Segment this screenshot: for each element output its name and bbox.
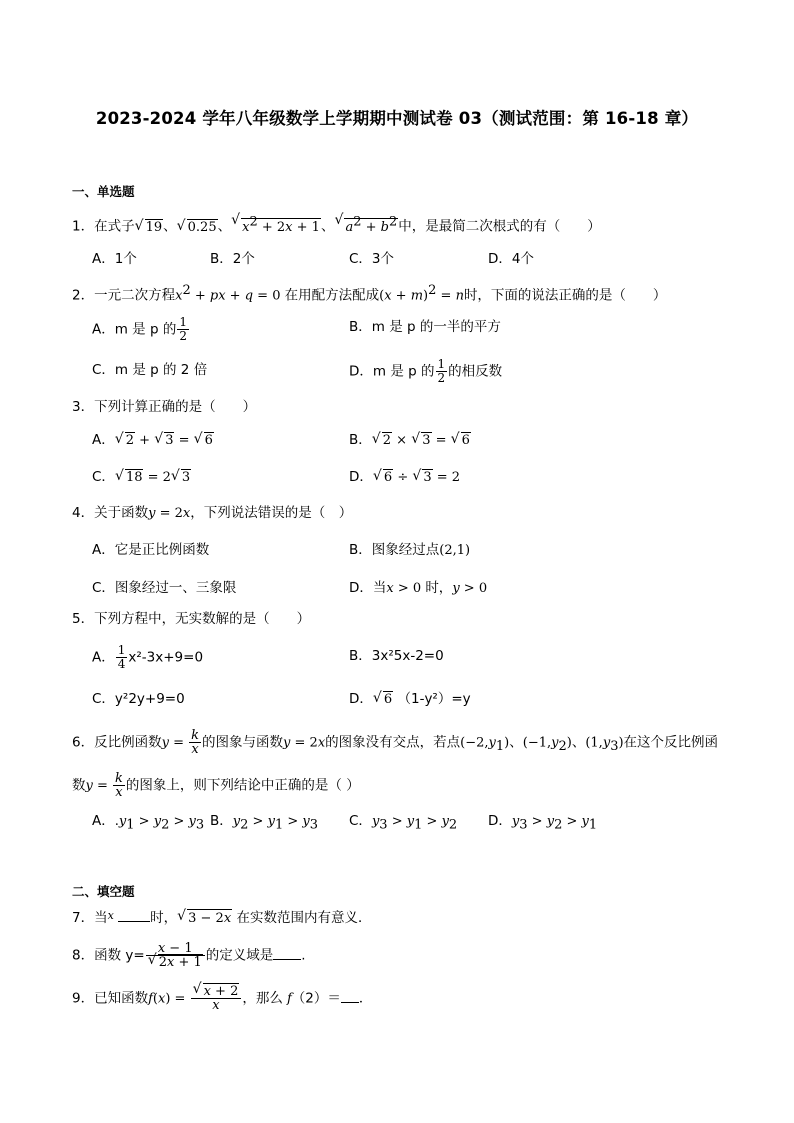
question-3: 3．下列计算正确的是（ ） bbox=[72, 399, 257, 415]
question-1: 1．在式子√ 19、√ 0.25、√ $x^2 + 2x + 1$、√ $a^2 + b^2$中，是最简二次根式的有（ ） bbox=[72, 211, 601, 239]
question-6: 6．反比例函数y = $\frac{k}{x}$ 的图象与函数y = 2x的图象没有交点，若点$(-2,y_1)$、$(-1,y_2)$、$(1,y_3)$在这个反比例函 bbox=[72, 728, 719, 757]
q3-option-c: C．√ 18 = 2√ 3 bbox=[92, 466, 191, 489]
q6-option-b: B．$y_2 > y_1 > y_3$ bbox=[210, 813, 319, 833]
q6-option-a: A．$.y_1 > y_2 > y_3$ bbox=[92, 813, 205, 833]
q6-option-c: C．$y_3 > y_1 > y_2$ bbox=[349, 813, 458, 833]
q5-option-b: B．3x²5x-2=0 bbox=[349, 648, 444, 664]
question-6-line-2: 数y = $\frac{k}{x}$ 的图象上，则下列结论中正确的是（ ） bbox=[72, 771, 360, 800]
q4-option-b: B．图象经过点(2,1) bbox=[349, 542, 471, 558]
q2-option-a: A．m 是 p 的 $\frac{1}{2}$ bbox=[92, 315, 187, 343]
q2-option-b: B．m 是 p 的一半的平方 bbox=[349, 319, 501, 335]
q8-answer-blank[interactable] bbox=[273, 945, 301, 960]
q1-option-c: C．3个 bbox=[349, 251, 395, 267]
q5-option-c: C．y²2y+9=0 bbox=[92, 691, 185, 707]
q1-option-d: D．4个 bbox=[488, 251, 534, 267]
section-fill-blank: 二、填空题 bbox=[72, 884, 135, 899]
q3-option-a: A．√ 2 + √ 3 = √ 6 bbox=[92, 429, 214, 452]
question-8: 8．函数 y= x − 1 √ 2x + 1 的定义域是 . bbox=[72, 942, 306, 969]
q2-option-c: C．m 是 p 的 2 倍 bbox=[92, 362, 208, 378]
q5-option-d: D．√ 6 （1-y²）=y bbox=[349, 688, 471, 711]
q1-option-a: A．1个 bbox=[92, 251, 137, 267]
q1-option-b: B．2个 bbox=[210, 251, 255, 267]
q5-option-a: A． $\frac{1}{4}$ x²-3x+9=0 bbox=[92, 643, 204, 671]
question-9: 9．已知函数f(x) = √ $\frac{x + 2}{x}$ ，那么 f（2）＝ ． bbox=[72, 985, 372, 1012]
q4-option-a: A．它是正比例函数 bbox=[92, 542, 210, 558]
q4-option-d: D．当x > 0 时，y > 0 bbox=[349, 580, 488, 596]
q3-option-d: D．√ 6 ÷ √ 3 = 2 bbox=[349, 466, 460, 489]
section-single-choice: 一、单选题 bbox=[72, 184, 135, 199]
question-4: 4．关于函数y = 2x，下列说法错误的是（ ） bbox=[72, 505, 353, 521]
q7-answer-blank[interactable] bbox=[118, 907, 150, 922]
q2-option-d: D．m 是 p 的 $\frac{1}{2}$ 的相反数 bbox=[349, 357, 503, 385]
question-2: 2．一元二次方程$x^2$ + px + q = 0 在用配方法配成$(x + m)^2 = n$时，下面的说法正确的是（ ） bbox=[72, 283, 667, 304]
question-7: 7．当$^x$ 时，√ 3 − 2x 在实数范围内有意义． bbox=[72, 905, 371, 930]
q6-option-d: D．$y_3 > y_2 > y_1$ bbox=[488, 813, 598, 833]
question-5: 5．下列方程中，无实数解的是（ ） bbox=[72, 611, 311, 627]
q4-option-c: C．图象经过一、三象限 bbox=[92, 580, 237, 596]
page-title: 2023-2024 学年八年级数学上学期期中测试卷 03（测试范围：第 16-18 章） bbox=[95, 109, 699, 128]
q9-answer-blank[interactable] bbox=[341, 988, 359, 1003]
q3-option-b: B．√ 2 × √ 3 = √ 6 bbox=[349, 429, 471, 452]
